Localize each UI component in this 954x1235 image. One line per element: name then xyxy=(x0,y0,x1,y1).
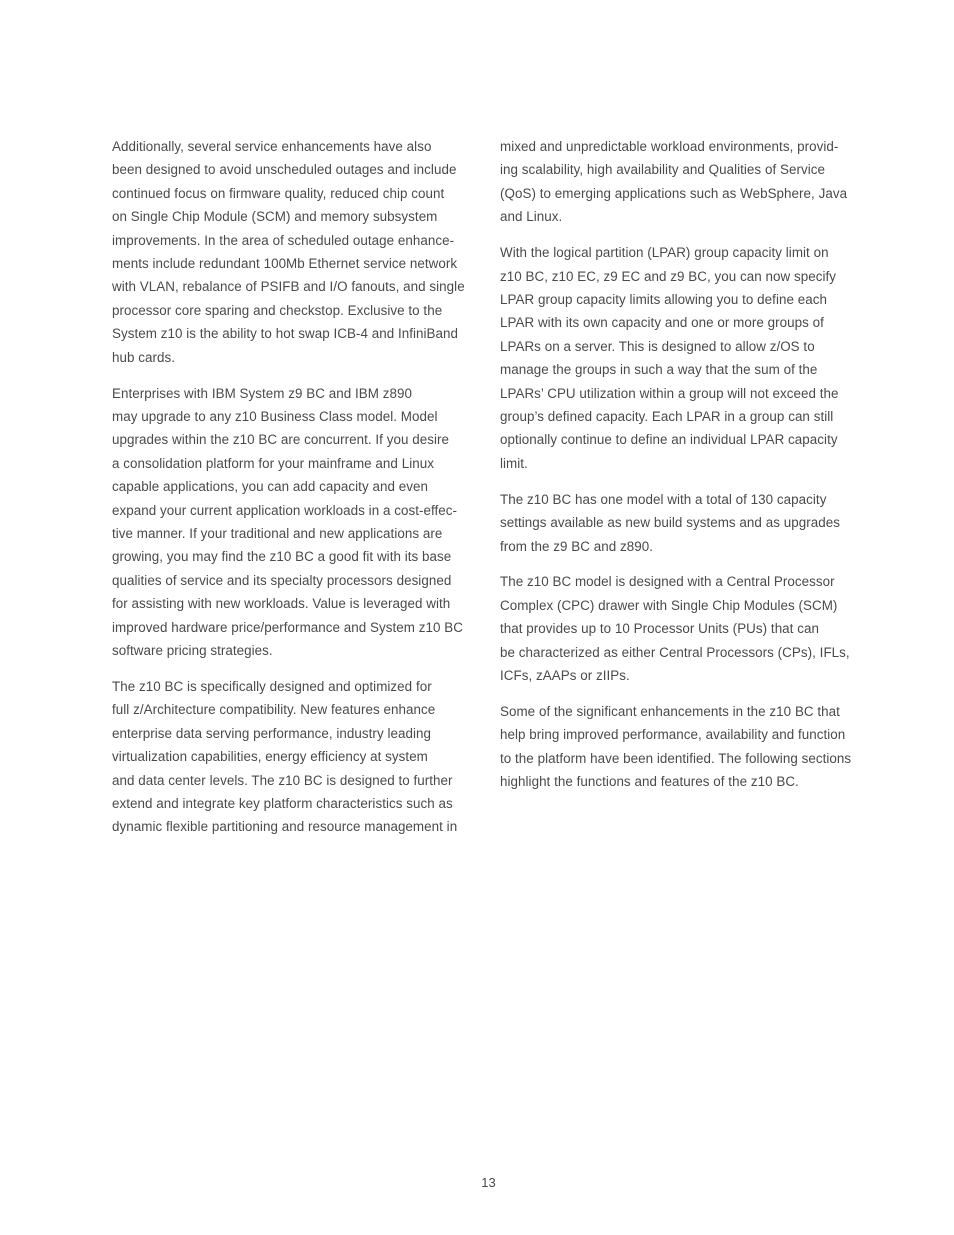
text-line: mixed and unpredictable workload environments, provid- xyxy=(500,139,839,154)
paragraph xyxy=(500,570,876,687)
text-line: LPAR with its own capacity and one or more groups of xyxy=(500,315,824,331)
text-line: group’s defined capacity. Each LPAR in a group can still xyxy=(500,408,834,424)
text-line: help bring improved performance, availability and function xyxy=(500,727,846,743)
text-line: a consolidation platform for your mainframe and Linux xyxy=(112,455,434,471)
text-line: upgrades within the z10 BC are concurrent. If you desire xyxy=(112,432,450,448)
paragraph xyxy=(500,488,876,558)
text-line: Some of the significant enhancements in the z10 BC that xyxy=(500,703,840,719)
text-line: highlight the functions and features of the z10 BC. xyxy=(500,774,799,790)
text-line: full z/Architecture compatibility. New features enhance xyxy=(112,702,436,718)
text-line: The z10 BC is specifically designed and optimized for xyxy=(112,678,432,694)
paragraph xyxy=(112,382,488,663)
text-line: from the z9 BC and z890. xyxy=(500,538,654,554)
text-line: optionally continue to define an individual LPAR capacity xyxy=(500,432,838,448)
text-line: for assisting with new workloads. Value is leveraged with xyxy=(112,596,451,612)
text-line: that provides up to 10 Processor Units (PUs) that can xyxy=(500,621,819,637)
text-line: manage the groups in such a way that the sum of the xyxy=(500,362,818,378)
page-number: 13 xyxy=(481,1175,496,1190)
right-column xyxy=(500,135,876,806)
text-line: improvements. In the area of scheduled outage enhance- xyxy=(112,232,455,248)
text-line: ICFs, zAAPs or zIIPs. xyxy=(500,668,630,684)
text-line: capable applications, you can add capacity and even xyxy=(112,479,428,495)
text-line: be characterized as either Central Processors (CPs), IFLs, xyxy=(500,644,850,660)
text-line: software pricing strategies. xyxy=(112,643,273,659)
text-line: z10 BC, z10 EC, z9 EC and z9 BC, you can now specify xyxy=(500,268,837,284)
paragraph xyxy=(500,241,876,475)
text-line: virtualization capabilities, energy efficiency at system xyxy=(112,749,428,765)
text-line: processor core sparing and checkstop. Exclusive to the xyxy=(112,302,443,318)
text-line: LPARs on a server. This is designed to allow z/OS to xyxy=(500,338,815,354)
paragraph xyxy=(500,700,876,794)
text-line: qualities of service and its specialty processors designed xyxy=(112,572,452,588)
text-line: expand your current application workloads in a cost-effec- xyxy=(112,502,458,518)
text-line: extend and integrate key platform characteristics such as xyxy=(112,795,453,811)
paragraph xyxy=(112,675,488,839)
text-line: enterprise data serving performance, industry leading xyxy=(112,725,431,741)
text-line: Additionally, several service enhancements have also xyxy=(112,139,432,154)
paragraph xyxy=(500,135,876,229)
text-line: may upgrade to any z10 Business Class model. Model xyxy=(112,408,438,424)
text-line: growing, you may find the z10 BC a good fit with its base xyxy=(112,549,452,565)
text-line: tive manner. If your traditional and new applications are xyxy=(112,526,443,541)
text-line: LPARs’ CPU utilization within a group will not exceed the xyxy=(500,385,839,401)
text-line: Complex (CPC) drawer with Single Chip Modules (SCM) xyxy=(500,597,838,613)
text-line: (QoS) to emerging applications such as WebSphere, Java xyxy=(500,185,848,201)
text-line: LPAR group capacity limits allowing you to define each xyxy=(500,291,827,307)
text-line: The z10 BC has one model with a total of 130 capacity xyxy=(500,491,827,507)
text-line: continued focus on firmware quality, reduced chip count xyxy=(112,185,445,201)
text-line: The z10 BC model is designed with a Central Processor xyxy=(500,574,835,590)
text-line: to the platform have been identified. The following sections xyxy=(500,750,852,766)
text-line: limit. xyxy=(500,455,528,471)
text-line: System z10 is the ability to hot swap ICB-4 and InfiniBand xyxy=(112,326,459,342)
text-line: been designed to avoid unscheduled outages and include xyxy=(112,162,457,178)
left-column xyxy=(112,135,488,851)
text-line: with VLAN, rebalance of PSIFB and I/O fanouts, and single xyxy=(112,279,465,295)
text-line: improved hardware price/performance and System z10 BC xyxy=(112,619,463,635)
text-line: Enterprises with IBM System z9 BC and IBM z890 xyxy=(112,385,412,401)
text-line: With the logical partition (LPAR) group capacity limit on xyxy=(500,245,829,261)
text-line: ing scalability, high availability and Qualities of Service xyxy=(500,162,825,178)
text-line: on Single Chip Module (SCM) and memory subsystem xyxy=(112,209,438,225)
text-line: and data center levels. The z10 BC is designed to further xyxy=(112,772,453,788)
text-line: hub cards. xyxy=(112,349,176,365)
paragraph xyxy=(112,135,488,369)
text-line: dynamic flexible partitioning and resource management in xyxy=(112,819,458,835)
text-line: settings available as new build systems and as upgrades xyxy=(500,515,840,531)
text-line: ments include redundant 100Mb Ethernet service network xyxy=(112,256,458,272)
text-line: and Linux. xyxy=(500,209,563,225)
